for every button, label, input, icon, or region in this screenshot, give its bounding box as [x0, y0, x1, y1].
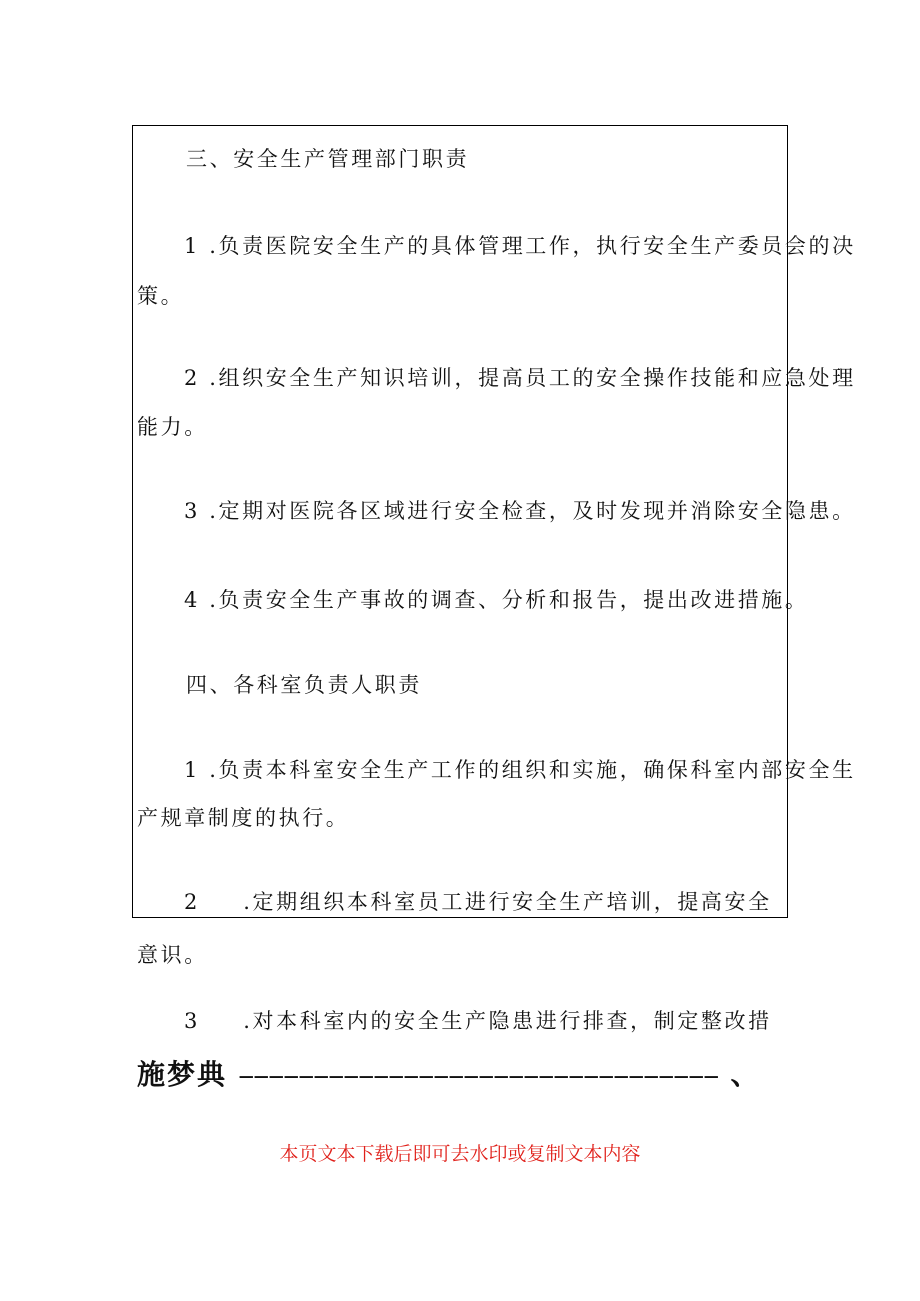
section-4-item-3-line-1 [184, 1007, 772, 1035]
section-3-item-1-line-2: 策。 [137, 284, 185, 308]
section-3-item-1-line-1: 1 .负责医院安全生产的具体管理工作，执行安全生产委员会的决 [184, 234, 856, 258]
section-4-item-3-number: 3 [184, 1009, 200, 1033]
section-4-item-1-line-1: 1 .负责本科室安全生产工作的组织和实施，确保科室内部安全生 [184, 758, 856, 782]
watermark-notice: 本页文本下载后即可去水印或复制文本内容 [279, 1143, 641, 1165]
section-3-item-3-line-1: 3 .定期对医院各区域进行安全检查，及时发现并消除安全隐患。 [184, 499, 856, 523]
section-3-item-4-line-1: 4 .负责安全生产事故的调查、分析和报告，提出改进措施。 [184, 588, 809, 612]
section-4-item-2-text: .定期组织本科室员工进行安全生产培训，提高安全 [243, 890, 772, 914]
section-4-item-2-line-2: 意识。 [137, 943, 208, 967]
section-4-item-3-text: .对本科室内的安全生产隐患进行排查，制定整改措 [243, 1009, 772, 1033]
section-4-item-1-line-2: 产规章制度的执行。 [137, 806, 350, 830]
section-3-heading: 三、安全生产管理部门职责 [186, 147, 470, 171]
section-4-item-3-line-2-dashes: ———————————————————————————————— [238, 1067, 719, 1085]
section-3-item-2-line-1: 2 .组织安全生产知识培训，提高员工的安全操作技能和应急处理 [184, 366, 856, 390]
section-4-item-3-line-2-prefix: 施梦典 [137, 1058, 228, 1091]
section-4-item-2-line-1 [184, 888, 772, 916]
section-4-heading: 四、各科室负责人职责 [186, 673, 422, 697]
section-4-item-3-line-2 [137, 1057, 761, 1094]
section-3-item-2-line-2: 能力。 [137, 415, 208, 439]
section-4-item-2-number: 2 [184, 890, 200, 914]
section-4-item-3-line-2-suffix: 、 [730, 1058, 761, 1091]
